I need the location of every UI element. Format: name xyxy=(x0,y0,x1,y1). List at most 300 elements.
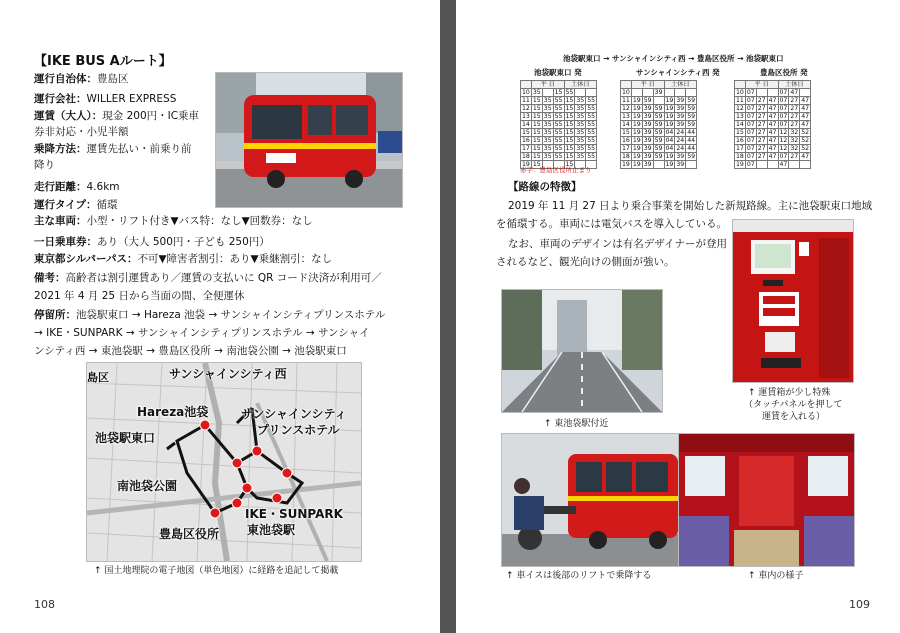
timetable-header-3: 豊島区役所 発 xyxy=(760,68,808,77)
timetable-minute-cell xyxy=(575,89,586,97)
map-label-ikebukuro-east: 池袋駅東口 xyxy=(95,431,156,445)
timetable-minute-cell: 27 xyxy=(757,137,766,144)
page-number-right: 109 xyxy=(849,598,870,611)
timetable-minute-cell: 07 xyxy=(779,89,788,96)
wheelchair-photo xyxy=(501,433,679,567)
timetable-minute-cell: 47 xyxy=(768,137,777,144)
timetable-minute-cell: 39 xyxy=(676,121,685,128)
timetable-minute-cell: 47 xyxy=(801,97,810,104)
timetable-minute-cell: 35 xyxy=(576,113,585,120)
timetable-minute-cell: 47 xyxy=(779,161,788,168)
timetable-minute-cell: 07 xyxy=(746,137,755,144)
timetable-minute-cell: 59 xyxy=(654,113,663,120)
timetable-hour-cell: 12 xyxy=(622,105,630,112)
timetable-minute-cell: 27 xyxy=(757,145,766,152)
timetable-minute-cell: 59 xyxy=(687,153,696,160)
timetable-minute-cell: 35 xyxy=(576,137,585,144)
timetable-hour-cell: 11 xyxy=(522,97,530,104)
timetable-col-header: 平 日 xyxy=(631,81,664,89)
timetable-minute-cell: 35 xyxy=(543,129,552,136)
info-line-distance: 走行距離：4.6km xyxy=(34,181,120,193)
timetable-minute-cell: 39 xyxy=(654,89,663,96)
timetable-minute-cell: 55 xyxy=(587,113,596,120)
map-caption: ↑ 国土地理院の電子地図（単色地図）に経路を追記して掲載 xyxy=(94,566,339,576)
timetable-minute-cell: 24 xyxy=(676,145,685,152)
timetable-minute-cell: 19 xyxy=(632,161,641,168)
timetable-minute-cell: 35 xyxy=(576,129,585,136)
timetable-hour-cell: 12 xyxy=(522,105,530,112)
timetable-minute-cell: 55 xyxy=(554,113,563,120)
street-caption: ↑ 東池袋駅付近 xyxy=(544,419,609,429)
info-line-fare-2: 券非対応・小児半額 xyxy=(34,126,129,138)
timetable-minute-cell: 47 xyxy=(801,113,810,120)
timetable-minute-cell: 55 xyxy=(554,97,563,104)
timetable-minute-cell: 35 xyxy=(576,145,585,152)
timetable-minute-cell: 07 xyxy=(746,97,755,104)
timetable-minute-cell: 47 xyxy=(790,89,799,96)
timetable-minute-cell: 19 xyxy=(632,137,641,144)
timetable-row xyxy=(735,113,811,121)
timetable-minute-cell: 07 xyxy=(779,105,788,112)
timetable-hour-cell: 19 xyxy=(522,161,530,168)
timetable-minute-cell: 55 xyxy=(554,105,563,112)
timetable-minute-cell: 07 xyxy=(779,97,788,104)
timetable-minute-cell: 59 xyxy=(654,105,663,112)
timetable-minute-cell: 59 xyxy=(654,129,663,136)
paragraph-line-1: 2019 年 11 月 27 日より乗合事業を開始した新規路線。主に池袋駅東口地域 xyxy=(508,200,873,212)
timetable-minute-cell: 47 xyxy=(768,97,777,104)
timetable-minute-cell: 59 xyxy=(687,97,696,104)
timetable-row xyxy=(521,105,597,113)
timetable-minute-cell: 35 xyxy=(543,105,552,112)
info-line-stops-3: ンシティ西 → 東池袋駅 → 豊島区役所 → 南池袋公園 → 池袋駅東口 xyxy=(34,345,347,357)
timetable-hour-cell: 17 xyxy=(622,145,630,152)
timetable-minute-cell: 44 xyxy=(687,145,696,152)
timetable-col-header: 平 日 xyxy=(531,81,564,89)
timetable-hour-cell: 18 xyxy=(622,153,630,160)
info-line-boarding-2: 降り xyxy=(34,159,55,171)
timetable-hour-cell: 13 xyxy=(522,113,530,120)
timetable-minute-cell: 04 xyxy=(665,129,674,136)
timetable-minute-cell: 15 xyxy=(532,97,541,104)
info-line-notes: 備考：高齢者は割引運賃あり／運賃の支払いに QR コード決済が利用可／ xyxy=(34,272,382,284)
timetable-minute-cell: 59 xyxy=(687,113,696,120)
timetable-minute-cell: 55 xyxy=(587,129,596,136)
map-label-hareza: Hareza池袋 xyxy=(137,405,209,419)
timetable-minute-cell: 15 xyxy=(532,129,541,136)
info-line-company: 運行会社：WILLER EXPRESS xyxy=(34,93,177,105)
timetable-minute-cell: 19 xyxy=(665,153,674,160)
timetable-minute-cell: 55 xyxy=(565,89,574,96)
timetable-ikebukuro-east xyxy=(520,80,597,169)
timetable-row xyxy=(621,145,697,153)
map-label-toshima-ward-office: 豊島区役所 xyxy=(159,527,220,541)
info-line-stops: 停留所：池袋駅東口 → Hareza 池袋 → サンシャインシティプリンスホテル xyxy=(34,309,386,321)
timetable-col-header xyxy=(735,81,746,89)
timetable-minute-cell: 47 xyxy=(768,113,777,120)
timetable-row xyxy=(521,145,597,153)
timetable-minute-cell: 19 xyxy=(632,121,641,128)
timetable-minute-cell: 15 xyxy=(532,105,541,112)
timetable-minute-cell xyxy=(586,89,597,97)
timetable-minute-cell xyxy=(800,161,811,169)
fare-caption-2: （タッチパネルを押して xyxy=(744,400,843,410)
map-label-higashi-ikebukuro: 東池袋駅 xyxy=(247,523,296,537)
timetable-minute-cell: 39 xyxy=(676,113,685,120)
timetable-minute-cell: 47 xyxy=(768,121,777,128)
timetable-minute-cell: 15 xyxy=(532,121,541,128)
timetable-minute-cell: 47 xyxy=(768,129,777,136)
timetable-minute-cell: 27 xyxy=(790,105,799,112)
timetable-minute-cell: 32 xyxy=(790,137,799,144)
timetable-minute-cell: 15 xyxy=(532,161,541,168)
timetable-header-1: 池袋駅東口 発 xyxy=(534,68,582,77)
paragraph-line-2: を循環する。車両には電気バスを導入している。 xyxy=(496,218,727,230)
info-line-operator-gov: 運行自治体：豊島区 xyxy=(34,73,129,85)
timetable-minute-cell: 39 xyxy=(643,105,652,112)
timetable-hour-cell: 15 xyxy=(522,129,530,136)
timetable-hour-cell: 15 xyxy=(736,129,744,136)
timetable-minute-cell: 39 xyxy=(643,145,652,152)
timetable-row xyxy=(735,121,811,129)
timetable-minute-cell: 35 xyxy=(543,145,552,152)
timetable-minute-cell: 39 xyxy=(643,121,652,128)
timetable-minute-cell: 07 xyxy=(746,105,755,112)
info-line-silverpass: 東京都シルバーパス：不可▼障害者割引：あり▼乗継割引：なし xyxy=(34,253,333,265)
timetable-minute-cell xyxy=(542,89,553,97)
timetable-minute-cell: 19 xyxy=(665,161,674,168)
timetable-minute-cell: 07 xyxy=(746,145,755,152)
timetable-minute-cell: 39 xyxy=(676,105,685,112)
timetable-row xyxy=(621,113,697,121)
timetable-hour-cell: 11 xyxy=(736,97,744,104)
timetable-row xyxy=(621,129,697,137)
timetable-minute-cell: 15 xyxy=(565,137,574,144)
timetable-col-header: 土休日 xyxy=(564,81,597,89)
timetable-row xyxy=(621,97,697,105)
timetable-minute-cell: 59 xyxy=(654,137,663,144)
timetable-minute-cell: 52 xyxy=(801,129,810,136)
timetable-header-row xyxy=(521,81,597,89)
timetable-row xyxy=(735,97,811,105)
timetable-hour-cell: 16 xyxy=(622,137,630,144)
timetable-minute-cell: 15 xyxy=(565,161,574,168)
interior-caption: ↑ 車内の様子 xyxy=(748,571,804,581)
timetable-header-2: サンシャインシティ西 発 xyxy=(636,68,720,77)
timetable-minute-cell: 19 xyxy=(665,121,674,128)
timetable-row xyxy=(621,161,697,169)
timetable-row xyxy=(621,153,697,161)
timetable-hour-cell: 11 xyxy=(622,97,630,104)
timetable-hour-cell: 17 xyxy=(736,145,744,152)
timetable-minute-cell: 19 xyxy=(632,113,641,120)
map-label-ike-sunpark: IKE・SUNPARK xyxy=(245,507,343,521)
timetable-row xyxy=(521,97,597,105)
timetable-hour-cell: 18 xyxy=(522,153,530,160)
timetable-hour-cell: 10 xyxy=(522,89,530,96)
timetable-minute-cell: 55 xyxy=(554,137,563,144)
timetable-row xyxy=(521,121,597,129)
route-title: 【IKE BUS Aルート】 xyxy=(34,54,172,69)
timetable-minute-cell: 07 xyxy=(779,153,788,160)
timetable-col-header: 平 日 xyxy=(745,81,778,89)
timetable-minute-cell: 47 xyxy=(768,145,777,152)
paragraph-line-4: されるなど、観光向けの側面が強い。 xyxy=(496,256,675,268)
timetable-minute-cell: 24 xyxy=(676,137,685,144)
timetable-minute-cell: 07 xyxy=(746,113,755,120)
timetable-minute-cell: 55 xyxy=(554,121,563,128)
timetable-minute-cell: 32 xyxy=(790,145,799,152)
timetable-minute-cell: 27 xyxy=(757,129,766,136)
fare-caption-3: 運賃を入れる） xyxy=(762,412,826,422)
map-label-minami-ikebukuro-park: 南池袋公園 xyxy=(117,479,178,493)
timetable-minute-cell: 19 xyxy=(665,97,674,104)
timetable-col-header xyxy=(621,81,632,89)
timetable-col-header: 土休日 xyxy=(664,81,697,89)
timetable-row xyxy=(521,153,597,161)
timetable-hour-cell: 17 xyxy=(522,145,530,152)
page-number-left: 108 xyxy=(34,598,55,611)
timetable-col-header: 土休日 xyxy=(778,81,811,89)
timetable-minute-cell xyxy=(642,89,653,97)
timetable-minute-cell: 07 xyxy=(746,153,755,160)
timetable-minute-cell: 39 xyxy=(643,161,652,168)
timetable-minute-cell: 07 xyxy=(746,161,755,168)
timetable-minute-cell: 15 xyxy=(532,145,541,152)
timetable-row xyxy=(621,137,697,145)
timetable-minute-cell: 55 xyxy=(587,97,596,104)
timetable-minute-cell: 15 xyxy=(565,121,574,128)
section-heading: 【路線の特徴】 xyxy=(508,181,582,193)
timetable-minute-cell: 59 xyxy=(687,121,696,128)
timetable-minute-cell: 12 xyxy=(779,137,788,144)
book-gutter xyxy=(440,0,456,633)
timetable-minute-cell: 55 xyxy=(587,121,596,128)
timetable-minute-cell: 39 xyxy=(676,161,685,168)
info-line-vehicle: 主な車両：小型・リフト付き▼バス特：なし▼回数券：なし xyxy=(34,215,313,227)
paragraph-line-3: なお、車両のデザインは有名デザイナーが登用 xyxy=(508,238,728,250)
left-page xyxy=(0,0,440,633)
map-label-sunshine-city: サンシャインシティ xyxy=(241,407,347,421)
timetable-minute-cell: 39 xyxy=(643,113,652,120)
timetable-minute-cell xyxy=(767,161,778,169)
timetable-minute-cell: 27 xyxy=(757,97,766,104)
timetable-minute-cell: 15 xyxy=(565,153,574,160)
timetable-minute-cell xyxy=(789,161,800,169)
street-photo xyxy=(501,289,663,413)
timetable-minute-cell: 15 xyxy=(565,113,574,120)
timetable-minute-cell: 15 xyxy=(565,105,574,112)
timetable-minute-cell: 19 xyxy=(665,113,674,120)
timetable-minute-cell: 35 xyxy=(543,121,552,128)
timetable-hour-cell: 19 xyxy=(622,161,630,168)
timetable-minute-cell: 27 xyxy=(790,121,799,128)
info-line-type: 運行タイプ：循環 xyxy=(34,199,118,211)
timetable-minute-cell: 59 xyxy=(654,153,663,160)
timetable-minute-cell: 52 xyxy=(801,137,810,144)
timetable-minute-cell: 35 xyxy=(576,97,585,104)
timetable-minute-cell: 44 xyxy=(687,129,696,136)
timetable-minute-cell: 27 xyxy=(757,121,766,128)
timetable-hour-cell: 19 xyxy=(736,161,744,168)
fare-caption-1: ↑ 運賃箱が少し特殊 xyxy=(748,388,831,398)
timetable-toshima-ward-office xyxy=(734,80,811,169)
timetable-minute-cell: 27 xyxy=(757,113,766,120)
timetable-minute-cell: 07 xyxy=(746,89,755,96)
timetable-minute-cell xyxy=(767,89,778,97)
timetable-minute-cell: 27 xyxy=(757,105,766,112)
timetable-row xyxy=(521,137,597,145)
timetable-row xyxy=(621,89,697,97)
timetable-row xyxy=(735,129,811,137)
timetable-minute-cell: 19 xyxy=(632,153,641,160)
timetable-minute-cell: 35 xyxy=(576,121,585,128)
timetable-row xyxy=(735,89,811,97)
timetable-hour-cell: 13 xyxy=(622,113,630,120)
timetable-hour-cell: 18 xyxy=(736,153,744,160)
info-line-dayticket: 一日乗車券：あり（大人 500円・子ども 250円） xyxy=(34,236,270,248)
timetable-minute-cell: 55 xyxy=(587,137,596,144)
timetable-minute-cell: 27 xyxy=(790,113,799,120)
timetable-minute-cell: 07 xyxy=(746,121,755,128)
timetable-hour-cell: 16 xyxy=(522,137,530,144)
timetable-hour-cell: 10 xyxy=(736,89,744,96)
timetable-hour-cell: 14 xyxy=(622,121,630,128)
timetable-minute-cell xyxy=(686,89,697,97)
timetable-hour-cell: 16 xyxy=(736,137,744,144)
timetable-minute-cell: 39 xyxy=(643,137,652,144)
timetable-hour-cell: 13 xyxy=(736,113,744,120)
timetable-minute-cell: 04 xyxy=(665,137,674,144)
timetable-minute-cell: 55 xyxy=(587,145,596,152)
timetable-minute-cell: 19 xyxy=(632,97,641,104)
timetable-minute-cell: 27 xyxy=(757,153,766,160)
timetable-minute-cell: 47 xyxy=(801,121,810,128)
timetable-minute-cell: 19 xyxy=(632,105,641,112)
timetable-minute-cell: 52 xyxy=(801,145,810,152)
info-line-boarding: 乗降方法：運賃先払い・前乗り前 xyxy=(34,143,192,155)
timetable-minute-cell: 39 xyxy=(643,129,652,136)
timetable-minute-cell: 59 xyxy=(687,105,696,112)
timetable-minute-cell: 47 xyxy=(801,153,810,160)
timetable-minute-cell: 07 xyxy=(779,121,788,128)
timetable-minute-cell xyxy=(664,89,675,97)
timetable-row xyxy=(735,145,811,153)
timetable-minute-cell xyxy=(756,161,767,169)
timetable-minute-cell: 15 xyxy=(565,97,574,104)
timetable-minute-cell: 27 xyxy=(790,153,799,160)
map-label-prince-hotel: プリンスホテル xyxy=(257,423,340,437)
timetable-hour-cell: 12 xyxy=(736,105,744,112)
timetable-row xyxy=(735,137,811,145)
timetable-minute-cell: 55 xyxy=(554,153,563,160)
timetable-row xyxy=(521,89,597,97)
right-page xyxy=(456,0,900,633)
timetable-minute-cell: 19 xyxy=(632,145,641,152)
timetable-hour-cell: 14 xyxy=(522,121,530,128)
timetable-minute-cell: 35 xyxy=(543,153,552,160)
timetable-minute-cell: 35 xyxy=(543,137,552,144)
timetable-minute-cell: 32 xyxy=(790,129,799,136)
timetable-row xyxy=(521,113,597,121)
timetable-minute-cell: 59 xyxy=(654,145,663,152)
timetable-hour-cell: 15 xyxy=(622,129,630,136)
timetable-minute-cell: 15 xyxy=(532,153,541,160)
timetable-minute-cell xyxy=(686,161,697,169)
timetable-minute-cell: 59 xyxy=(643,97,652,104)
timetable-row xyxy=(621,121,697,129)
timetable-minute-cell: 35 xyxy=(532,89,541,96)
timetable-minute-cell: 47 xyxy=(801,105,810,112)
info-line-fare: 運賃（大人）：現金 200円・IC乗車 xyxy=(34,110,200,122)
route-map xyxy=(86,362,362,562)
timetable-minute-cell: 27 xyxy=(790,97,799,104)
timetable-col-header xyxy=(521,81,532,89)
wheelchair-caption: ↑ 車イスは後部のリフトで乗降する xyxy=(506,571,652,581)
bus-photo xyxy=(215,72,403,208)
timetable-minute-cell xyxy=(756,89,767,97)
timetable-minute-cell: 55 xyxy=(587,105,596,112)
timetable-row xyxy=(735,105,811,113)
timetable-minute-cell: 15 xyxy=(532,137,541,144)
fare-box-photo xyxy=(732,219,854,383)
timetable-minute-cell: 39 xyxy=(676,97,685,104)
info-line-stops-2: → IKE・SUNPARK → サンシャインシティプリンスホテル → サンシャイ xyxy=(34,327,370,339)
timetable-sunshine-west xyxy=(620,80,697,169)
timetable-minute-cell: 55 xyxy=(554,145,563,152)
timetable-minute-cell xyxy=(653,97,664,105)
timetable-minute-cell: 07 xyxy=(746,129,755,136)
timetable-minute-cell: 47 xyxy=(768,153,777,160)
timetable-minute-cell: 55 xyxy=(554,129,563,136)
timetable-minute-cell xyxy=(800,89,811,97)
timetable-minute-cell: 35 xyxy=(576,105,585,112)
timetable-minute-cell: 35 xyxy=(543,97,552,104)
timetable-minute-cell: 12 xyxy=(779,145,788,152)
timetable-minute-cell: 04 xyxy=(665,145,674,152)
timetable-row xyxy=(621,105,697,113)
timetable-minute-cell: 15 xyxy=(565,129,574,136)
map-label-ward: 島区 xyxy=(87,371,109,384)
timetable-minute-cell: 24 xyxy=(676,129,685,136)
timetable-header-row xyxy=(735,81,811,89)
timetable-minute-cell: 35 xyxy=(543,113,552,120)
timetable-note: 赤字：豊島区役所止まり xyxy=(520,166,592,174)
timetable-minute-cell: 15 xyxy=(554,89,563,96)
timetable-minute-cell: 35 xyxy=(576,153,585,160)
timetable-minute-cell: 19 xyxy=(632,129,641,136)
timetable-title: 池袋駅東口 → サンシャインシティ西 → 豊島区役所 → 池袋駅東口 xyxy=(563,54,784,63)
timetable-minute-cell xyxy=(631,89,642,97)
timetable-row xyxy=(735,153,811,161)
timetable-row xyxy=(521,129,597,137)
timetable-minute-cell: 07 xyxy=(779,113,788,120)
timetable-minute-cell: 55 xyxy=(587,153,596,160)
timetable-minute-cell xyxy=(653,161,664,169)
map-label-sunshine-west: サンシャインシティ西 xyxy=(169,367,287,381)
timetable-minute-cell: 47 xyxy=(768,105,777,112)
timetable-minute-cell: 15 xyxy=(565,145,574,152)
timetable-hour-cell: 14 xyxy=(736,121,744,128)
info-line-notes-2: 2021 年 4 月 25 日から当面の間、全便運休 xyxy=(34,290,245,302)
timetable-header-row xyxy=(621,81,697,89)
timetable-minute-cell xyxy=(675,89,686,97)
timetable-minute-cell: 15 xyxy=(532,113,541,120)
timetable-minute-cell: 39 xyxy=(643,153,652,160)
interior-photo xyxy=(678,433,855,567)
timetable-minute-cell: 12 xyxy=(779,129,788,136)
timetable-minute-cell: 44 xyxy=(687,137,696,144)
